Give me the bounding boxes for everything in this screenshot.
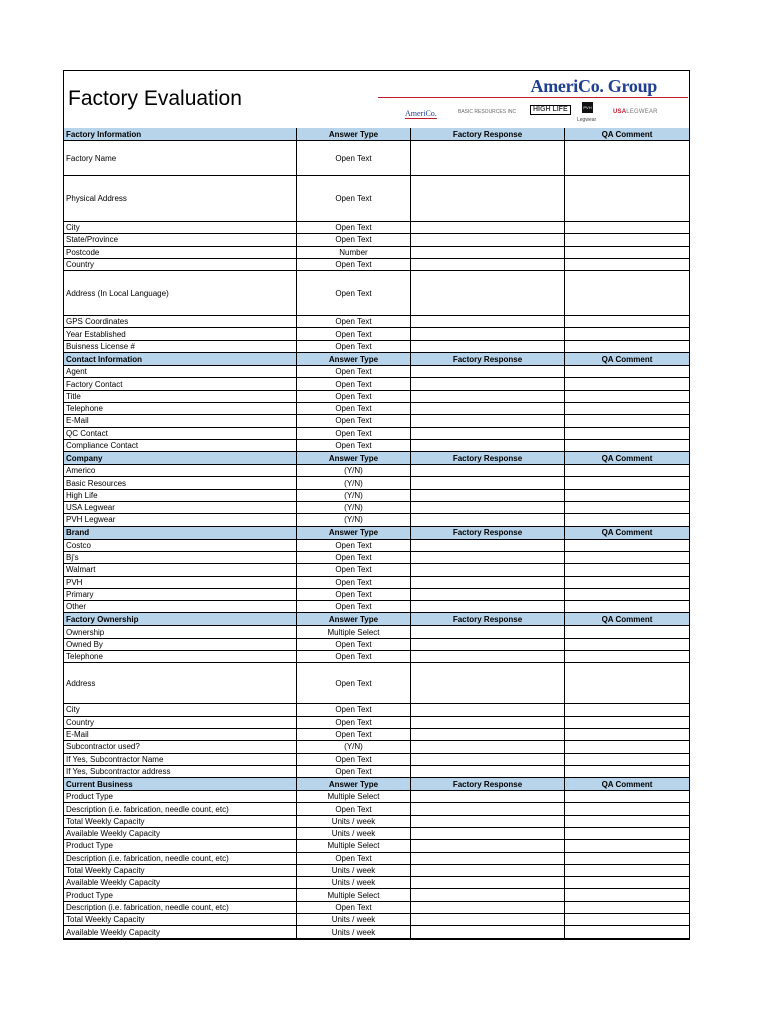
table-row [64, 926, 689, 938]
factory-response-cell[interactable] [411, 803, 565, 814]
table-row [64, 540, 689, 552]
question-label: QC Contact [64, 428, 297, 439]
column-header-answer-type: Answer Type [297, 778, 411, 790]
qa-comment-cell[interactable] [565, 741, 689, 752]
qa-comment-cell[interactable] [565, 704, 689, 715]
qa-comment-cell[interactable] [565, 378, 689, 389]
answer-type: Open Text [297, 803, 411, 814]
answer-type: Open Text [297, 271, 411, 315]
answer-type: Multiple Select [297, 840, 411, 851]
answer-type: Open Text [297, 141, 411, 175]
factory-response-cell[interactable] [411, 877, 565, 888]
factory-response-cell[interactable] [411, 902, 565, 913]
legwear-logo-part: LEGWEAR [626, 109, 658, 115]
qa-comment-cell[interactable] [565, 176, 689, 221]
answer-type: Units / week [297, 816, 411, 827]
factory-response-cell[interactable] [411, 316, 565, 327]
question-label: Available Weekly Capacity [64, 828, 297, 839]
question-label: Compliance Contact [64, 440, 297, 451]
answer-type: Open Text [297, 403, 411, 414]
table-row [64, 902, 689, 914]
section-title: Current Business [64, 778, 297, 790]
question-label: GPS Coordinates [64, 316, 297, 327]
qa-comment-cell[interactable] [565, 577, 689, 588]
usa-legwear-logo [613, 109, 658, 115]
qa-comment-cell[interactable] [565, 514, 689, 525]
table-row [64, 176, 689, 222]
answer-type: Open Text [297, 234, 411, 245]
question-label: State/Province [64, 234, 297, 245]
question-label: Description (i.e. fabrication, needle count, etc) [64, 803, 297, 814]
factory-response-cell[interactable] [411, 663, 565, 703]
answer-type: Open Text [297, 552, 411, 563]
table-row [64, 840, 689, 852]
answer-type: (Y/N) [297, 490, 411, 501]
table-row [64, 502, 689, 514]
table-row [64, 704, 689, 716]
question-label: Basic Resources [64, 477, 297, 488]
section-title: Factory Ownership [64, 613, 297, 625]
answer-type: (Y/N) [297, 514, 411, 525]
column-header-factory-response: Factory Response [411, 527, 565, 539]
question-label: Ownership [64, 626, 297, 637]
section-header [64, 353, 689, 366]
factory-response-cell[interactable] [411, 577, 565, 588]
factory-response-cell[interactable] [411, 234, 565, 245]
question-label: Primary [64, 589, 297, 600]
table-row [64, 589, 689, 601]
qa-comment-cell[interactable] [565, 754, 689, 765]
answer-type: Units / week [297, 865, 411, 876]
question-label: Factory Contact [64, 378, 297, 389]
high-life-logo: HIGH LIFE [530, 105, 571, 115]
table-row [64, 514, 689, 526]
table-row [64, 328, 689, 340]
answer-type: (Y/N) [297, 465, 411, 476]
factory-response-cell[interactable] [411, 378, 565, 389]
question-label: Country [64, 717, 297, 728]
factory-response-cell[interactable] [411, 403, 565, 414]
qa-comment-cell[interactable] [565, 803, 689, 814]
factory-response-cell[interactable] [411, 477, 565, 488]
question-label: Address (In Local Language) [64, 271, 297, 315]
section-title: Company [64, 452, 297, 464]
qa-comment-cell[interactable] [565, 663, 689, 703]
table-row [64, 271, 689, 316]
table-row [64, 428, 689, 440]
table-row [64, 663, 689, 704]
answer-type: Open Text [297, 440, 411, 451]
answer-type: Open Text [297, 378, 411, 389]
qa-comment-cell[interactable] [565, 328, 689, 339]
question-label: If Yes, Subcontractor address [64, 766, 297, 777]
table-row [64, 717, 689, 729]
section-header [64, 527, 689, 540]
qa-comment-cell[interactable] [565, 564, 689, 575]
answer-type: Open Text [297, 663, 411, 703]
column-header-answer-type: Answer Type [297, 452, 411, 464]
factory-response-cell[interactable] [411, 717, 565, 728]
qa-comment-cell[interactable] [565, 271, 689, 315]
table-row [64, 577, 689, 589]
factory-response-cell[interactable] [411, 914, 565, 925]
answer-type: (Y/N) [297, 741, 411, 752]
question-label: Country [64, 259, 297, 270]
table-row [64, 729, 689, 741]
table-row [64, 877, 689, 889]
qa-comment-cell[interactable] [565, 840, 689, 851]
factory-response-cell[interactable] [411, 601, 565, 612]
table-row [64, 564, 689, 576]
qa-comment-cell[interactable] [565, 366, 689, 377]
qa-comment-cell[interactable] [565, 465, 689, 476]
qa-comment-cell[interactable] [565, 477, 689, 488]
answer-type: Multiple Select [297, 626, 411, 637]
question-label: Title [64, 391, 297, 402]
question-label: Walmart [64, 564, 297, 575]
factory-response-cell[interactable] [411, 791, 565, 802]
evaluation-sheet [63, 70, 690, 940]
answer-type: Number [297, 247, 411, 258]
qa-comment-cell[interactable] [565, 391, 689, 402]
factory-response-cell[interactable] [411, 366, 565, 377]
qa-comment-cell[interactable] [565, 259, 689, 270]
question-label: Telephone [64, 403, 297, 414]
column-header-qa-comment: QA Comment [601, 453, 653, 463]
page-title: Factory Evaluation [68, 87, 242, 110]
question-label: PVH [64, 577, 297, 588]
question-label: Year Established [64, 328, 297, 339]
answer-type: Multiple Select [297, 889, 411, 900]
evaluation-table [64, 128, 689, 939]
factory-response-cell[interactable] [411, 440, 565, 451]
question-label: USA Legwear [64, 502, 297, 513]
column-header-answer-type: Answer Type [297, 527, 411, 539]
usa-logo-part: USA [613, 109, 627, 115]
column-header-answer-type: Answer Type [297, 353, 411, 365]
factory-response-cell[interactable] [411, 514, 565, 525]
qa-comment-cell[interactable] [565, 403, 689, 414]
qa-comment-cell[interactable] [565, 791, 689, 802]
question-label: Product Type [64, 791, 297, 802]
answer-type: Open Text [297, 717, 411, 728]
answer-type: Open Text [297, 366, 411, 377]
qa-comment-cell[interactable] [565, 502, 689, 513]
factory-response-cell[interactable] [411, 540, 565, 551]
question-label: E-Mail [64, 729, 297, 740]
table-row [64, 889, 689, 901]
table-row [64, 741, 689, 753]
question-label: Available Weekly Capacity [64, 926, 297, 937]
table-row [64, 465, 689, 477]
factory-response-cell[interactable] [411, 766, 565, 777]
qa-comment-cell[interactable] [565, 651, 689, 662]
column-header-answer-type: Answer Type [297, 613, 411, 625]
qa-comment-cell[interactable] [565, 141, 689, 175]
answer-type: Open Text [297, 639, 411, 650]
table-row [64, 415, 689, 427]
qa-comment-cell[interactable] [565, 540, 689, 551]
table-row [64, 865, 689, 877]
factory-response-cell[interactable] [411, 341, 565, 352]
question-label: Total Weekly Capacity [64, 816, 297, 827]
question-label: Costco [64, 540, 297, 551]
factory-response-cell[interactable] [411, 271, 565, 315]
americo-logo: AmeriCo. [405, 109, 437, 118]
factory-response-cell[interactable] [411, 502, 565, 513]
answer-type: Units / week [297, 828, 411, 839]
table-row [64, 651, 689, 663]
column-header-factory-response: Factory Response [411, 452, 565, 464]
question-label: Buisness License # [64, 341, 297, 352]
answer-type: Open Text [297, 176, 411, 221]
answer-type: (Y/N) [297, 502, 411, 513]
column-header-qa-comment: QA Comment [601, 129, 653, 139]
answer-type: Units / week [297, 914, 411, 925]
factory-response-cell[interactable] [411, 564, 565, 575]
table-row [64, 141, 689, 176]
qa-comment-cell[interactable] [565, 234, 689, 245]
table-row [64, 366, 689, 378]
table-row [64, 490, 689, 502]
qa-comment-cell[interactable] [565, 639, 689, 650]
question-label: Telephone [64, 651, 297, 662]
factory-response-cell[interactable] [411, 626, 565, 637]
factory-response-cell[interactable] [411, 926, 565, 937]
qa-comment-cell[interactable] [565, 490, 689, 501]
answer-type: Units / week [297, 877, 411, 888]
qa-comment-cell[interactable] [565, 729, 689, 740]
brand-underline [378, 97, 688, 98]
question-label: Postcode [64, 247, 297, 258]
qa-comment-cell[interactable] [565, 914, 689, 925]
factory-response-cell[interactable] [411, 428, 565, 439]
answer-type: Open Text [297, 754, 411, 765]
qa-comment-cell[interactable] [565, 247, 689, 258]
factory-response-cell[interactable] [411, 853, 565, 864]
column-header-qa-comment: QA Comment [601, 528, 653, 538]
answer-type: Open Text [297, 651, 411, 662]
qa-comment-cell[interactable] [565, 889, 689, 900]
table-row [64, 803, 689, 815]
factory-response-cell[interactable] [411, 490, 565, 501]
factory-response-cell[interactable] [411, 840, 565, 851]
question-label: Subcontractor used? [64, 741, 297, 752]
pvh-logo: PVH [582, 102, 593, 113]
qa-comment-cell[interactable] [565, 415, 689, 426]
factory-response-cell[interactable] [411, 729, 565, 740]
table-row [64, 914, 689, 926]
question-label: Physical Address [64, 176, 297, 221]
qa-comment-cell[interactable] [565, 816, 689, 827]
table-row [64, 853, 689, 865]
question-label: Bj's [64, 552, 297, 563]
table-row [64, 259, 689, 271]
answer-type: Open Text [297, 222, 411, 233]
question-label: E-Mail [64, 415, 297, 426]
section-header [64, 128, 689, 141]
answer-type: Units / week [297, 926, 411, 937]
question-label: Factory Name [64, 141, 297, 175]
table-row [64, 477, 689, 489]
qa-comment-cell[interactable] [565, 828, 689, 839]
qa-comment-cell[interactable] [565, 428, 689, 439]
answer-type: Open Text [297, 428, 411, 439]
qa-comment-cell[interactable] [565, 316, 689, 327]
question-label: Product Type [64, 889, 297, 900]
factory-response-cell[interactable] [411, 222, 565, 233]
factory-response-cell[interactable] [411, 816, 565, 827]
qa-comment-cell[interactable] [565, 926, 689, 937]
factory-response-cell[interactable] [411, 865, 565, 876]
table-row [64, 626, 689, 638]
question-label: Americo [64, 465, 297, 476]
answer-type: (Y/N) [297, 477, 411, 488]
pvh-logo-caption: Legwear [577, 117, 597, 123]
answer-type: Open Text [297, 729, 411, 740]
table-row [64, 391, 689, 403]
factory-response-cell[interactable] [411, 465, 565, 476]
factory-response-cell[interactable] [411, 176, 565, 221]
table-row [64, 816, 689, 828]
column-header-qa-comment: QA Comment [601, 354, 653, 364]
section-title: Brand [64, 527, 297, 539]
question-label: Other [64, 601, 297, 612]
table-row [64, 222, 689, 234]
qa-comment-cell[interactable] [565, 601, 689, 612]
factory-response-cell[interactable] [411, 552, 565, 563]
answer-type: Open Text [297, 328, 411, 339]
table-row [64, 234, 689, 246]
qa-comment-cell[interactable] [565, 589, 689, 600]
qa-comment-cell[interactable] [565, 222, 689, 233]
question-label: Available Weekly Capacity [64, 877, 297, 888]
column-header-qa-comment: QA Comment [601, 614, 653, 624]
question-label: Agent [64, 366, 297, 377]
question-label: Total Weekly Capacity [64, 865, 297, 876]
question-label: City [64, 704, 297, 715]
qa-comment-cell[interactable] [565, 865, 689, 876]
qa-comment-cell[interactable] [565, 440, 689, 451]
brand-logo: AmeriCo. Group [530, 76, 657, 96]
answer-type: Open Text [297, 259, 411, 270]
section-title: Factory Information [64, 128, 297, 140]
factory-response-cell[interactable] [411, 889, 565, 900]
factory-response-cell[interactable] [411, 754, 565, 765]
factory-response-cell[interactable] [411, 247, 565, 258]
factory-response-cell[interactable] [411, 828, 565, 839]
question-label: Address [64, 663, 297, 703]
table-row [64, 639, 689, 651]
answer-type: Open Text [297, 853, 411, 864]
table-row [64, 766, 689, 778]
factory-response-cell[interactable] [411, 704, 565, 715]
column-header-factory-response: Factory Response [411, 613, 565, 625]
table-row [64, 440, 689, 452]
table-row [64, 403, 689, 415]
answer-type: Open Text [297, 564, 411, 575]
table-row [64, 341, 689, 353]
answer-type: Open Text [297, 577, 411, 588]
qa-comment-cell[interactable] [565, 766, 689, 777]
qa-comment-cell[interactable] [565, 902, 689, 913]
answer-type: Open Text [297, 601, 411, 612]
table-row [64, 754, 689, 766]
question-label: Description (i.e. fabrication, needle count, etc) [64, 853, 297, 864]
section-header [64, 778, 689, 791]
question-label: Owned By [64, 639, 297, 650]
basic-resources-logo: BASIC RESOURCES INC [458, 109, 517, 115]
factory-response-cell[interactable] [411, 415, 565, 426]
table-row [64, 828, 689, 840]
question-label: Description (i.e. fabrication, needle count, etc) [64, 902, 297, 913]
factory-response-cell[interactable] [411, 589, 565, 600]
table-row [64, 316, 689, 328]
section-title: Contact Information [64, 353, 297, 365]
answer-type: Open Text [297, 589, 411, 600]
table-row [64, 378, 689, 390]
factory-response-cell[interactable] [411, 651, 565, 662]
column-header-qa-comment: QA Comment [601, 779, 653, 789]
answer-type: Open Text [297, 704, 411, 715]
qa-comment-cell[interactable] [565, 552, 689, 563]
answer-type: Open Text [297, 316, 411, 327]
column-header-factory-response: Factory Response [411, 353, 565, 365]
question-label: High Life [64, 490, 297, 501]
qa-comment-cell[interactable] [565, 853, 689, 864]
column-header-answer-type: Answer Type [297, 128, 411, 140]
question-label: Product Type [64, 840, 297, 851]
answer-type: Multiple Select [297, 791, 411, 802]
answer-type: Open Text [297, 391, 411, 402]
qa-comment-cell[interactable] [565, 877, 689, 888]
question-label: Total Weekly Capacity [64, 914, 297, 925]
answer-type: Open Text [297, 341, 411, 352]
answer-type: Open Text [297, 540, 411, 551]
question-label: If Yes, Subcontractor Name [64, 754, 297, 765]
factory-response-cell[interactable] [411, 741, 565, 752]
column-header-factory-response: Factory Response [411, 778, 565, 790]
section-header [64, 452, 689, 465]
factory-response-cell[interactable] [411, 259, 565, 270]
answer-type: Open Text [297, 766, 411, 777]
qa-comment-cell[interactable] [565, 717, 689, 728]
factory-response-cell[interactable] [411, 639, 565, 650]
question-label: PVH Legwear [64, 514, 297, 525]
question-label: City [64, 222, 297, 233]
section-header [64, 613, 689, 626]
table-row [64, 601, 689, 613]
column-header-factory-response: Factory Response [411, 128, 565, 140]
qa-comment-cell[interactable] [565, 341, 689, 352]
qa-comment-cell[interactable] [565, 626, 689, 637]
factory-response-cell[interactable] [411, 391, 565, 402]
factory-response-cell[interactable] [411, 141, 565, 175]
answer-type: Open Text [297, 415, 411, 426]
table-row [64, 247, 689, 259]
sheet-header [64, 71, 689, 129]
factory-response-cell[interactable] [411, 328, 565, 339]
table-row [64, 791, 689, 803]
answer-type: Open Text [297, 902, 411, 913]
table-row [64, 552, 689, 564]
